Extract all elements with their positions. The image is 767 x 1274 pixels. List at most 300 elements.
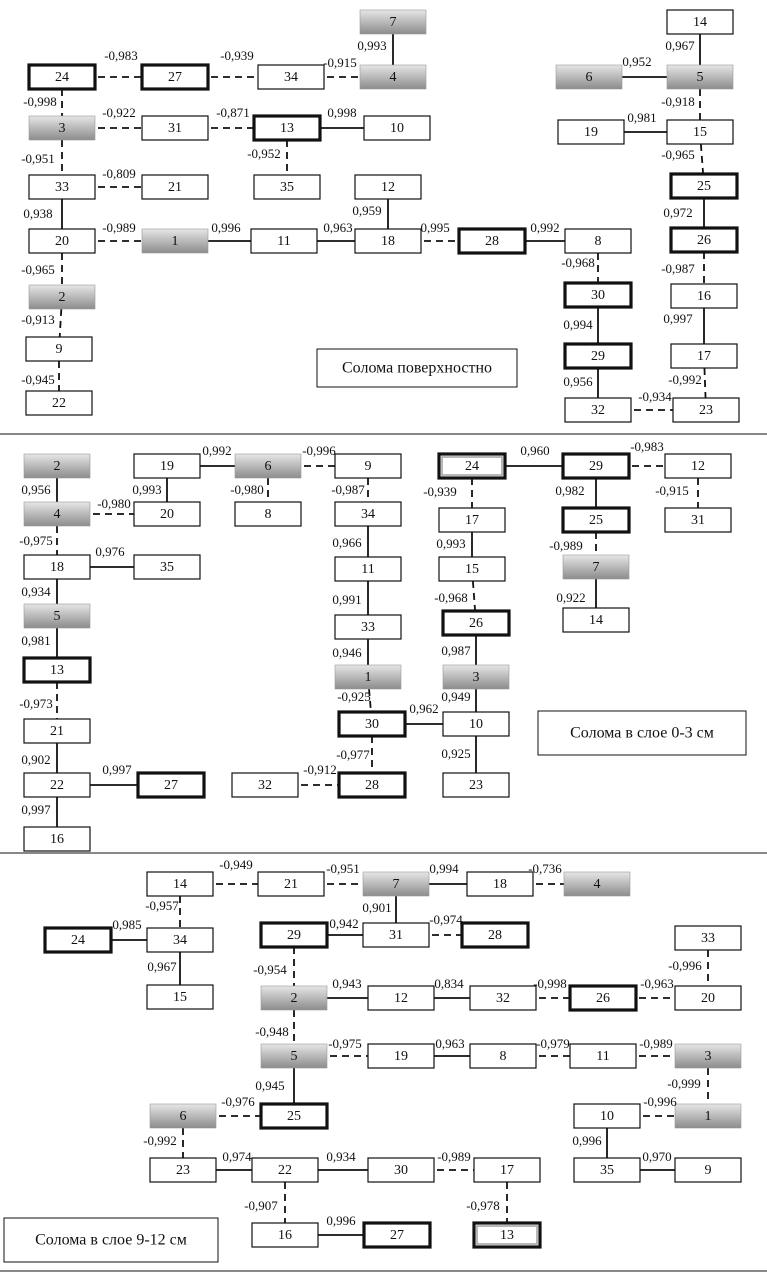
node-layer-9-12-12 (368, 986, 434, 1010)
node-label: 35 (280, 180, 294, 196)
node-label: 4 (53, 507, 61, 523)
node-label: 13 (280, 121, 294, 137)
edge-value-layer-0-3-4-20: -0,980 (97, 495, 131, 511)
node-label: 18 (50, 560, 64, 576)
node-label: 15 (173, 990, 187, 1006)
node-surface-31 (142, 116, 208, 140)
node-surface-25 (671, 174, 737, 198)
node-label: 25 (589, 513, 603, 529)
edge-value-layer-9-12-7-18: 0,994 (429, 860, 459, 876)
node-surface-22 (26, 391, 92, 415)
node-label: 24 (71, 933, 85, 949)
node-layer-9-12-6 (150, 1104, 216, 1128)
node-label: 31 (691, 513, 705, 529)
node-surface-8 (565, 229, 631, 253)
node-layer-0-3-13 (24, 658, 90, 682)
edge-value-surface-34-4: -0,915 (323, 54, 357, 70)
edge-value-surface-3-31: -0,922 (102, 104, 136, 120)
node-label: 6 (585, 70, 593, 86)
edge-value-surface-13-35: -0,952 (247, 145, 281, 161)
caption-text: Солома в слое 0-3 см (570, 724, 714, 742)
edge-value-layer-9-12-10-35: 0,996 (572, 1132, 602, 1148)
node-label: 30 (394, 1163, 408, 1179)
node-layer-0-3-29 (563, 454, 629, 478)
node-label: 34 (284, 70, 298, 86)
node-surface-6 (556, 65, 622, 89)
edge-value-layer-9-12-6-25: -0,976 (221, 1093, 255, 1109)
edge-value-layer-0-3-18-5: 0,934 (21, 583, 51, 599)
edge-value-layer-0-3-7-14: 0,922 (556, 589, 586, 605)
edge-value-layer-0-3-26-3: 0,987 (441, 642, 471, 658)
panel-caption-layer-9-12 (4, 1218, 218, 1262)
node-layer-0-3-9 (335, 454, 401, 478)
node-label: 9 (55, 342, 63, 358)
node-label: 19 (584, 125, 598, 141)
node-label: 22 (50, 778, 64, 794)
edge-value-surface-5-15: -0,918 (661, 93, 695, 109)
node-label: 21 (168, 180, 182, 196)
edge-value-surface-16-17: 0,997 (663, 310, 693, 326)
edge-value-surface-8-30: -0,968 (561, 254, 595, 270)
edge-value-surface-13-10: 0,998 (327, 104, 357, 120)
node-layer-0-3-21 (24, 719, 90, 743)
edge-value-layer-9-12-31-28: -0,974 (429, 911, 463, 927)
edge-value-surface-24-3: -0,998 (23, 93, 57, 109)
node-surface-23 (673, 398, 739, 422)
node-label: 12 (394, 991, 408, 1007)
node-label: 17 (697, 349, 711, 365)
node-layer-9-12-17 (474, 1158, 540, 1182)
edge-value-layer-9-12-8-11: -0,979 (536, 1035, 570, 1051)
edge-value-surface-29-32: 0,956 (563, 373, 593, 389)
node-layer-0-3-15 (439, 557, 505, 581)
node-surface-1 (142, 229, 208, 253)
node-layer-0-3-34 (335, 502, 401, 526)
node-label: 28 (365, 778, 379, 794)
node-surface-16 (671, 284, 737, 308)
node-layer-9-12-26 (570, 986, 636, 1010)
edge-value-surface-33-21: -0,809 (102, 165, 136, 181)
node-surface-35 (254, 175, 320, 199)
edge-value-layer-0-3-13-21: -0,973 (19, 695, 53, 711)
node-surface-12 (355, 175, 421, 199)
node-label: 26 (469, 616, 483, 632)
edge-value-surface-3-33: -0,951 (21, 150, 55, 166)
node-label: 4 (593, 877, 601, 893)
node-layer-0-3-8 (235, 502, 301, 526)
node-surface-28 (459, 229, 525, 253)
node-label: 9 (364, 459, 372, 475)
edge-value-layer-9-12-19-8: 0,963 (435, 1035, 465, 1051)
node-label: 24 (465, 459, 479, 475)
node-label: 26 (596, 991, 610, 1007)
node-label: 14 (693, 15, 707, 31)
edge-value-layer-0-3-1-30: -0,925 (337, 688, 371, 704)
edge-value-layer-9-12-14-21: -0,949 (219, 856, 253, 872)
node-label: 2 (53, 459, 61, 475)
node-label: 13 (500, 1228, 514, 1244)
node-surface-20 (29, 229, 95, 253)
edge-value-layer-0-3-19-20: 0,993 (132, 481, 162, 497)
node-layer-0-3-24 (439, 454, 505, 478)
node-layer-0-3-12 (665, 454, 731, 478)
node-surface-26 (671, 228, 737, 252)
node-layer-9-12-7 (363, 872, 429, 896)
node-label: 33 (701, 931, 715, 947)
node-layer-0-3-4 (24, 502, 90, 526)
node-label: 1 (704, 1109, 712, 1125)
node-layer-9-12-30 (368, 1158, 434, 1182)
node-layer-9-12-33 (675, 926, 741, 950)
node-surface-3 (29, 116, 95, 140)
node-label: 14 (589, 613, 603, 629)
node-label: 35 (160, 560, 174, 576)
node-label: 1 (171, 234, 179, 250)
node-label: 16 (50, 832, 64, 848)
node-label: 6 (179, 1109, 187, 1125)
edge-value-layer-9-12-5-19: -0,975 (328, 1035, 362, 1051)
node-layer-0-3-2 (24, 454, 90, 478)
edge-value-layer-0-3-18-35: 0,976 (95, 543, 125, 559)
edge-value-surface-26-16: -0,987 (661, 260, 695, 276)
edge-value-surface-30-29: 0,994 (563, 316, 593, 332)
edge-value-layer-0-3-21-22: 0,902 (21, 751, 51, 767)
edge-value-surface-33-20: 0,938 (23, 205, 53, 221)
node-label: 21 (284, 877, 298, 893)
node-label: 20 (55, 234, 69, 250)
node-layer-9-12-21 (258, 872, 324, 896)
node-label: 8 (264, 507, 272, 523)
node-surface-34 (258, 65, 324, 89)
edge-value-surface-14-5: 0,967 (665, 37, 695, 53)
node-layer-9-12-3 (675, 1044, 741, 1068)
node-layer-9-12-11 (570, 1044, 636, 1068)
node-layer-9-12-15 (147, 985, 213, 1009)
edge-value-layer-9-12-18-4: -0,736 (528, 860, 562, 876)
edge-value-surface-1-11: 0,996 (211, 219, 241, 235)
node-layer-9-12-27 (364, 1223, 430, 1247)
edge-value-layer-0-3-24-29: 0,960 (520, 442, 550, 458)
node-surface-2 (29, 285, 95, 309)
node-layer-0-3-17 (439, 508, 505, 532)
edge-value-layer-0-3-10-23: 0,925 (441, 745, 471, 761)
edge-value-layer-9-12-34-15: 0,967 (147, 958, 177, 974)
edge-value-layer-0-3-6-8: -0,980 (230, 481, 264, 497)
node-layer-9-12-34 (147, 928, 213, 952)
node-label: 21 (50, 724, 64, 740)
edge-value-layer-9-12-35-9: 0,970 (642, 1148, 672, 1164)
edge-value-layer-9-12-22-16: -0,907 (244, 1197, 278, 1213)
node-layer-0-3-35 (134, 555, 200, 579)
edge-value-layer-9-12-17-13: -0,978 (466, 1197, 500, 1213)
node-layer-0-3-28 (339, 773, 405, 797)
node-layer-9-12-16 (252, 1223, 318, 1247)
node-layer-9-12-31 (363, 923, 429, 947)
node-label: 10 (600, 1109, 614, 1125)
node-surface-30 (565, 283, 631, 307)
node-surface-4 (360, 65, 426, 89)
node-label: 15 (693, 125, 707, 141)
node-layer-0-3-18 (24, 555, 90, 579)
node-layer-0-3-22 (24, 773, 90, 797)
edge-value-layer-9-12-23-22: 0,974 (222, 1148, 252, 1164)
node-layer-9-12-2 (261, 986, 327, 1010)
node-layer-0-3-7 (563, 555, 629, 579)
node-surface-7 (360, 10, 426, 34)
node-label: 5 (696, 70, 704, 86)
node-layer-9-12-13 (474, 1223, 540, 1247)
node-label: 14 (173, 877, 187, 893)
node-label: 11 (596, 1049, 610, 1065)
edge-value-surface-28-8: 0,992 (530, 219, 560, 235)
node-layer-9-12-22 (252, 1158, 318, 1182)
node-label: 15 (465, 562, 479, 578)
node-layer-9-12-4 (564, 872, 630, 896)
node-layer-0-3-32 (232, 773, 298, 797)
node-label: 16 (278, 1228, 292, 1244)
edge-value-layer-9-12-2-12: 0,943 (332, 975, 362, 991)
node-label: 7 (592, 560, 600, 576)
edge-value-layer-0-3-22-16: 0,997 (21, 801, 51, 817)
edge-value-surface-25-26: 0,972 (663, 204, 693, 220)
node-label: 20 (701, 991, 715, 1007)
node-surface-33 (29, 175, 95, 199)
edge-value-layer-0-3-33-1: 0,946 (332, 644, 362, 660)
edge-value-layer-0-3-25-7: -0,989 (549, 537, 583, 553)
node-label: 22 (52, 396, 66, 412)
edge-value-layer-9-12-30-17: -0,989 (437, 1148, 471, 1164)
node-label: 2 (58, 290, 66, 306)
node-surface-11 (251, 229, 317, 253)
node-label: 34 (361, 507, 375, 523)
node-label: 2 (290, 991, 298, 1007)
edge-value-layer-9-12-2-5: -0,948 (255, 1023, 289, 1039)
node-layer-0-3-1 (335, 665, 401, 689)
edge-value-layer-9-12-21-7: -0,951 (326, 860, 360, 876)
edge-value-layer-9-12-7-31: 0,901 (362, 899, 392, 915)
node-surface-19 (558, 120, 624, 144)
node-surface-5 (667, 65, 733, 89)
edge-value-surface-9-22: -0,945 (21, 371, 55, 387)
edge-value-layer-0-3-5-13: 0,981 (21, 632, 51, 648)
edge-value-surface-17-23: -0,992 (668, 371, 702, 387)
node-label: 28 (488, 928, 502, 944)
node-label: 19 (160, 459, 174, 475)
node-label: 30 (591, 288, 605, 304)
node-label: 12 (381, 180, 395, 196)
edge-value-surface-12-18: 0,959 (352, 202, 382, 218)
node-label: 4 (389, 70, 397, 86)
node-surface-10 (364, 116, 430, 140)
node-label: 10 (469, 717, 483, 733)
node-label: 29 (591, 349, 605, 365)
edge-value-layer-9-12-16-27: 0,996 (326, 1212, 356, 1228)
node-label: 5 (290, 1049, 298, 1065)
edge-value-surface-2-9: -0,913 (21, 311, 55, 327)
node-label: 11 (361, 562, 375, 578)
node-surface-15 (667, 120, 733, 144)
edge-value-layer-0-3-30-10: 0,962 (409, 700, 439, 716)
node-label: 10 (390, 121, 404, 137)
edge-value-surface-18-28: -0,995 (416, 219, 450, 235)
node-surface-24 (29, 65, 95, 89)
node-surface-18 (355, 229, 421, 253)
node-layer-9-12-8 (470, 1044, 536, 1068)
node-label: 11 (277, 234, 291, 250)
node-layer-9-12-9 (675, 1158, 741, 1182)
node-surface-29 (565, 344, 631, 368)
edge-value-layer-0-3-12-31: -0,915 (655, 482, 689, 498)
node-layer-9-12-18 (467, 872, 533, 896)
node-label: 3 (472, 670, 480, 686)
edge-value-surface-11-18: 0,963 (323, 219, 353, 235)
panel-caption-surface (317, 349, 517, 387)
node-layer-9-12-1 (675, 1104, 741, 1128)
edge-value-layer-9-12-24-34: 0,985 (112, 916, 142, 932)
edge-value-layer-0-3-11-33: 0,991 (332, 591, 362, 607)
node-label: 31 (389, 928, 403, 944)
node-label: 1 (364, 670, 372, 686)
edge-value-layer-0-3-9-34: -0,987 (331, 481, 365, 497)
node-label: 33 (361, 620, 375, 636)
node-label: 7 (389, 15, 397, 31)
node-label: 12 (691, 459, 705, 475)
node-layer-0-3-6 (235, 454, 301, 478)
edge-value-layer-9-12-11-3: -0,989 (639, 1035, 673, 1051)
node-layer-0-3-31 (665, 508, 731, 532)
edge-value-surface-20-2: -0,965 (21, 261, 55, 277)
node-surface-32 (565, 398, 631, 422)
node-label: 28 (485, 234, 499, 250)
edge-value-surface-6-5: 0,952 (622, 53, 652, 69)
node-layer-9-12-5 (261, 1044, 327, 1068)
node-layer-9-12-35 (574, 1158, 640, 1182)
node-layer-0-3-5 (24, 604, 90, 628)
edge-value-surface-7-4: 0,993 (357, 37, 387, 53)
edge-value-layer-9-12-33-20: -0,996 (668, 957, 702, 973)
node-layer-9-12-24 (45, 928, 111, 952)
nodes-layer (24, 10, 741, 1247)
node-layer-0-3-20 (134, 502, 200, 526)
node-label: 19 (394, 1049, 408, 1065)
edge-value-layer-9-12-3-1: -0,999 (667, 1075, 701, 1091)
node-label: 24 (55, 70, 69, 86)
node-surface-9 (26, 337, 92, 361)
node-layer-9-12-10 (574, 1104, 640, 1128)
edge-value-layer-9-12-6-23: -0,992 (143, 1132, 177, 1148)
node-label: 5 (53, 609, 61, 625)
edge-value-layer-0-3-15-26: -0,968 (434, 589, 468, 605)
node-label: 34 (173, 933, 187, 949)
edge-value-layer-0-3-24-17: -0,939 (423, 483, 457, 499)
node-layer-9-12-28 (462, 923, 528, 947)
edge-value-layer-0-3-4-18: -0,975 (19, 532, 53, 548)
node-layer-0-3-30 (339, 712, 405, 736)
node-label: 18 (381, 234, 395, 250)
node-label: 20 (160, 507, 174, 523)
node-label: 35 (600, 1163, 614, 1179)
node-layer-9-12-14 (147, 872, 213, 896)
node-label: 17 (500, 1163, 514, 1179)
panel-caption-layer-0-3 (538, 711, 746, 755)
node-layer-0-3-27 (138, 773, 204, 797)
edge-value-layer-9-12-12-32: 0,834 (434, 975, 464, 991)
node-label: 13 (50, 663, 64, 679)
node-label: 32 (496, 991, 510, 1007)
node-label: 16 (697, 289, 711, 305)
caption-text: Солома в слое 9-12 см (35, 1231, 187, 1249)
edge-value-layer-9-12-5-25: 0,945 (255, 1077, 285, 1093)
node-layer-0-3-33 (335, 615, 401, 639)
node-label: 31 (168, 121, 182, 137)
edge-value-layer-0-3-6-9: -0,996 (302, 442, 336, 458)
node-label: 23 (699, 403, 713, 419)
node-surface-13 (254, 116, 320, 140)
node-label: 6 (264, 459, 272, 475)
edge-value-surface-15-25: -0,965 (661, 146, 695, 162)
edge-value-surface-20-1: -0,989 (102, 219, 136, 235)
edge-value-layer-9-12-29-31: 0,942 (329, 915, 359, 931)
edge-value-surface-32-23: -0,934 (638, 388, 672, 404)
edge-value-layer-0-3-2-4: 0,956 (21, 481, 51, 497)
node-label: 8 (594, 234, 602, 250)
edge-value-layer-9-12-32-26: -0,998 (533, 975, 567, 991)
node-layer-9-12-23 (150, 1158, 216, 1182)
node-layer-9-12-25 (261, 1104, 327, 1128)
node-label: 27 (168, 70, 182, 86)
node-surface-27 (142, 65, 208, 89)
node-label: 30 (365, 717, 379, 733)
node-layer-0-3-16 (24, 827, 90, 851)
edge-value-surface-24-27: -0,983 (104, 47, 138, 63)
node-label: 26 (697, 233, 711, 249)
edge-value-layer-9-12-10-1: -0,996 (643, 1093, 677, 1109)
node-label: 32 (258, 778, 272, 794)
node-label: 27 (390, 1228, 404, 1244)
edge-value-surface-27-34: -0,939 (220, 47, 254, 63)
edge-value-layer-0-3-3-10: 0,949 (441, 688, 471, 704)
edge-value-layer-9-12-26-20: -0,963 (640, 975, 674, 991)
node-label: 25 (287, 1109, 301, 1125)
edge-value-layer-0-3-34-11: 0,966 (332, 534, 362, 550)
node-label: 25 (697, 179, 711, 195)
node-label: 23 (176, 1163, 190, 1179)
edge-value-layer-0-3-30-28: -0,977 (336, 746, 370, 762)
node-label: 29 (287, 928, 301, 944)
node-layer-9-12-32 (470, 986, 536, 1010)
node-layer-0-3-25 (563, 508, 629, 532)
node-label: 17 (465, 513, 479, 529)
node-label: 8 (499, 1049, 507, 1065)
edge-value-layer-9-12-14-34: -0,957 (145, 897, 179, 913)
node-layer-0-3-19 (134, 454, 200, 478)
node-label: 32 (591, 403, 605, 419)
edge-value-layer-9-12-22-30: 0,934 (326, 1148, 356, 1164)
node-label: 33 (55, 180, 69, 196)
edge-value-layer-0-3-22-27: 0,997 (102, 761, 132, 777)
edge-value-layer-9-12-29-2: -0,954 (253, 961, 287, 977)
edge-value-layer-0-3-32-28: -0,912 (303, 761, 337, 777)
node-layer-9-12-19 (368, 1044, 434, 1068)
node-surface-14 (667, 10, 733, 34)
node-label: 23 (469, 778, 483, 794)
node-surface-17 (671, 344, 737, 368)
node-label: 27 (164, 778, 178, 794)
node-layer-0-3-14 (563, 608, 629, 632)
edge-value-surface-19-15: 0,981 (627, 109, 657, 125)
node-label: 18 (493, 877, 507, 893)
node-label: 3 (704, 1049, 712, 1065)
